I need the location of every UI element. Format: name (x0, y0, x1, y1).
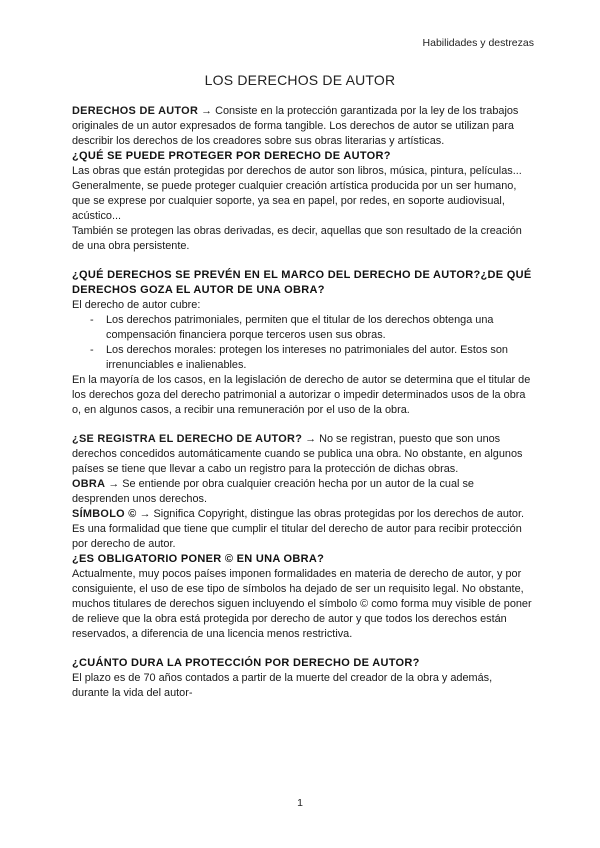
section-duration (72, 656, 532, 701)
running-header: Habilidades y destrezas (422, 37, 534, 49)
section-heading: ¿QUÉ DERECHOS SE PREVÉN EN EL MARCO DEL DERECHO DE AUTOR?¿DE QUÉ DERECHOS GOZA EL AUTOR DE UNA OBRA? (72, 269, 532, 296)
dash-bullet: - (90, 314, 94, 326)
page-title: LOS DERECHOS DE AUTOR (204, 72, 396, 88)
paragraph: Las obras que están protegidas por derechos de autor son libros, música, pintura, películas... (72, 165, 522, 177)
page-number: 1 (297, 797, 303, 809)
paragraph: También se protegen las obras derivadas, es decir, aquellas que son resultado de la creación de una obra persistente. (72, 225, 522, 252)
list-item (90, 343, 532, 373)
intro-paragraph (72, 104, 532, 149)
arrow-glyph: → (305, 433, 317, 445)
intro-text: Consiste en la protección garantizada por la ley de los trabajos originales de un autor expresados de forma tangible. Los derechos de autor se utilizan para describir los derechos de los creadores sobre sus obras literarias y artísticas. (72, 105, 519, 147)
section-is-symbol-mandatory (72, 552, 532, 642)
section-heading: ¿QUÉ SE PUEDE PROTEGER POR DERECHO DE AUTOR? (72, 150, 391, 162)
paragraph: El plazo es de 70 años contados a partir de la muerte del creador de la obra y además, durante la vida del autor- (72, 672, 493, 699)
section-registration (72, 432, 532, 477)
paragraph: Actualmente, muy pocos países imponen formalidades en materia de derecho de autor, y por consiguiente, el uso de ese tipo de símbolos ha dejado de ser un requisito legal. No obstante, muchos titulares de derechos siguen incluyendo el símbolo © como forma muy visible de poner de relieve que la obra está protegida por derecho de autor y que todos los derechos están reservados, a diferencia de una licencia menos restrictiva. (72, 568, 532, 640)
list-item (90, 313, 532, 343)
section-heading: ¿ES OBLIGATORIO PONER © EN UNA OBRA? (72, 553, 325, 565)
arrow-glyph: → (201, 105, 213, 117)
paragraph: Significa Copyright, distingue las obras protegidas por los derechos de autor. Es una formalidad que tiene que cumplir el titular del derecho de autor para recibir protección por derecho de autor. (72, 508, 525, 550)
arrow-glyph: → (108, 478, 120, 490)
dash-bullet: - (90, 344, 94, 356)
document-body (72, 104, 532, 715)
paragraph: En la mayoría de los casos, en la legislación de derecho de autor se determina que el titular de los derechos goza del derecho patrimonial a autorizar o impedir determinados usos de la obra o, en algunos casos, a recibir una remuneración por el uso de la obra. (72, 374, 531, 416)
list-item-text: Los derechos patrimoniales, permiten que el titular de los derechos obtenga una compensación financiera porque terceros usen sus obras. (106, 314, 494, 341)
section-heading: ¿SE REGISTRA EL DERECHO DE AUTOR? (72, 433, 303, 445)
section-what-can-be-protected (72, 149, 532, 254)
intro-term: DERECHOS DE AUTOR (72, 105, 199, 117)
definition-term: OBRA (72, 478, 106, 490)
paragraph: El derecho de autor cubre: (72, 299, 201, 311)
paragraph: No se registran, puesto que son unos derechos concedidos automáticamente cuando se publica una obra. No obstante, en algunos países se tiene que llevar a cabo un registro para la protección de dichas obras. (72, 433, 523, 475)
section-heading: ¿CUÁNTO DURA LA PROTECCIÓN POR DERECHO DE AUTOR? (72, 657, 420, 669)
paragraph: Se entiende por obra cualquier creación hecha por un autor de la cual se desprenden unos derechos. (72, 478, 474, 505)
arrow-glyph: → (139, 508, 151, 520)
section-obra (72, 477, 532, 507)
definition-term: SÍMBOLO © (72, 508, 137, 520)
list-item-text: Los derechos morales: protegen los intereses no patrimoniales del autor. Estos son irrenunciables e inalienables. (106, 344, 508, 371)
section-symbol (72, 507, 532, 552)
rights-list (72, 313, 532, 373)
paragraph: Generalmente, se puede proteger cualquier creación artística producida por un ser humano, que se exprese por cualquier soporte, ya sea en papel, por redes, en soporte audiovisual, acústico... (72, 180, 517, 222)
section-which-rights (72, 268, 532, 418)
